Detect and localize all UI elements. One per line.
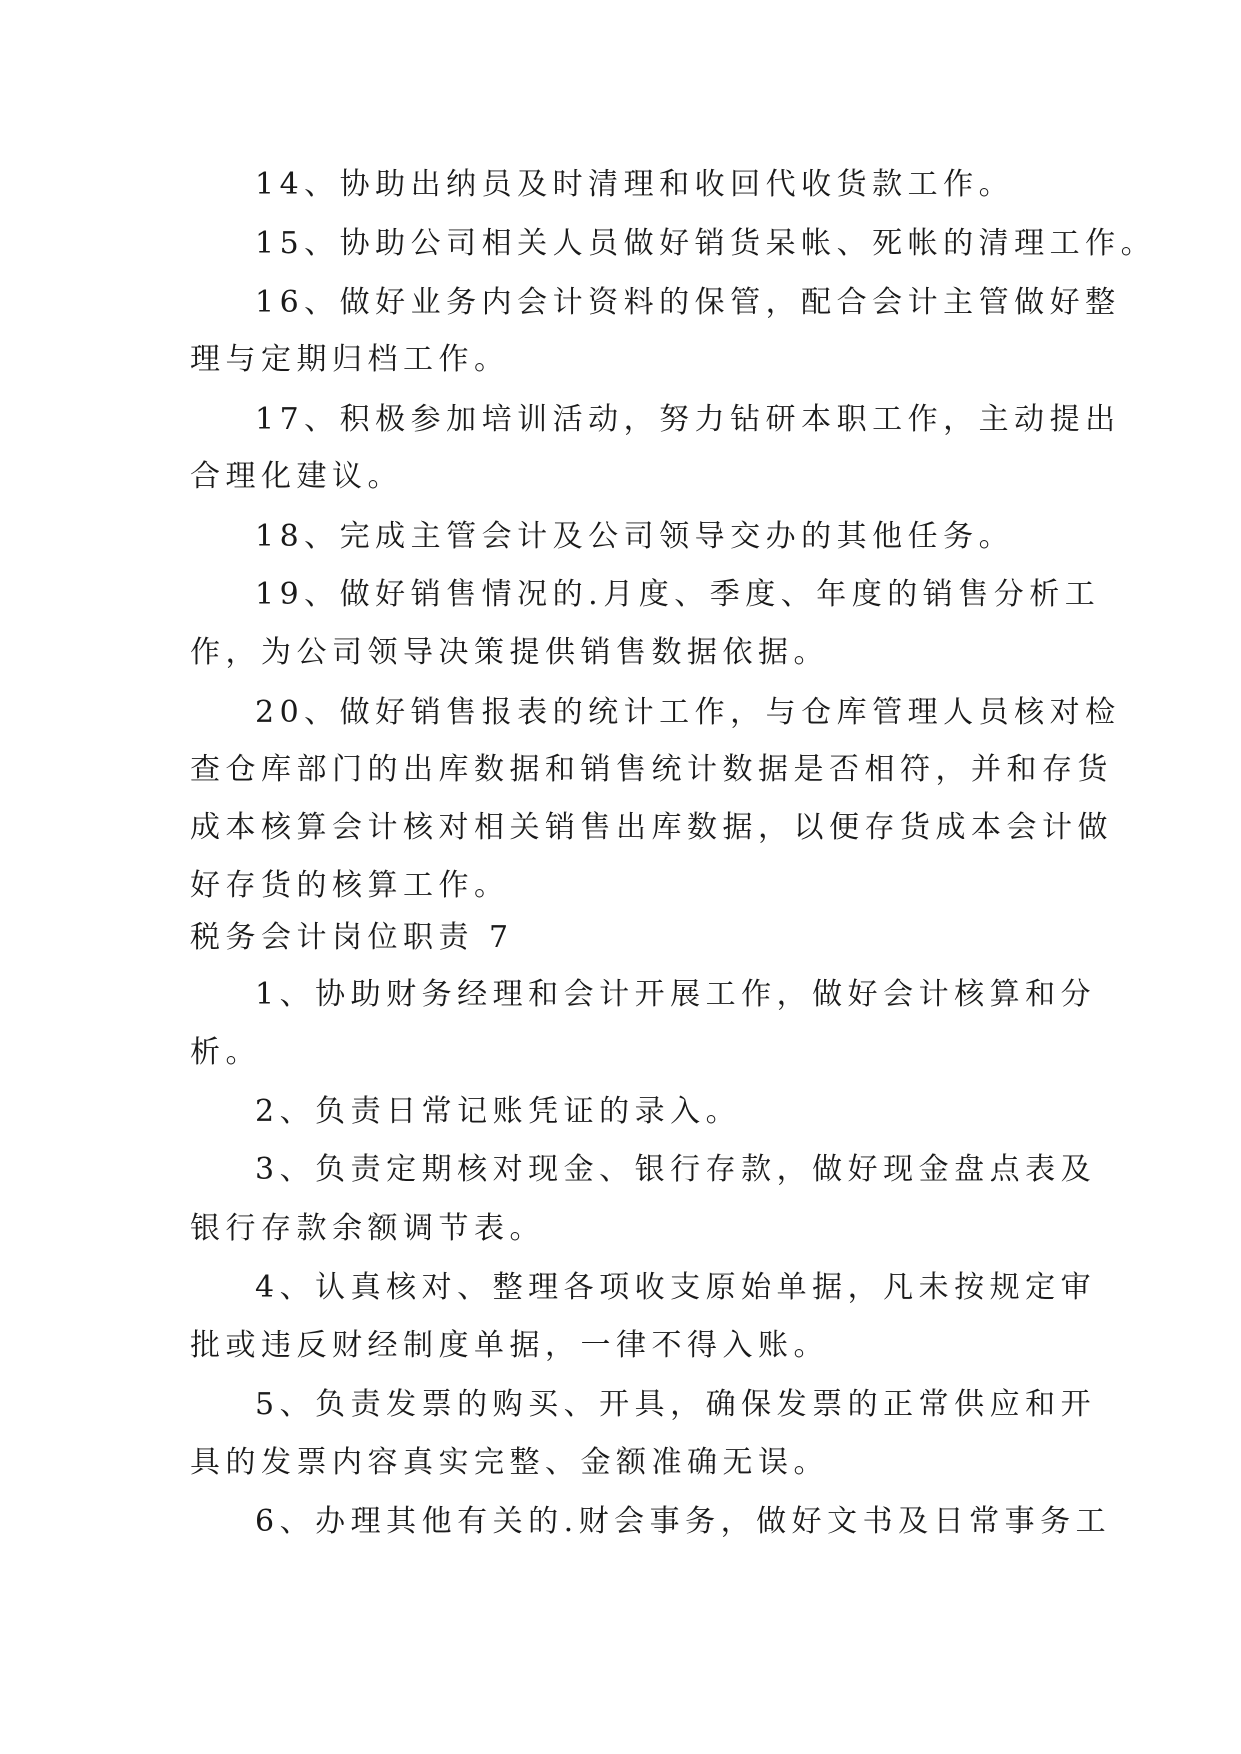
paragraph-line: 1、协助财务经理和会计开展工作，做好会计核算和分 [255, 977, 1097, 1012]
paragraph-line: 3、负责定期核对现金、银行存款，做好现金盘点表及 [255, 1152, 1097, 1187]
paragraph-line: 14、协助出纳员及时清理和收回代收货款工作。 [255, 167, 1015, 202]
section-heading: 税务会计岗位职责 7 [190, 920, 514, 955]
paragraph-line: 好存货的核算工作。 [190, 868, 510, 903]
paragraph-line: 2、负责日常记账凭证的录入。 [255, 1094, 742, 1129]
paragraph-line: 具的发票内容真实完整、金额准确无误。 [190, 1445, 829, 1480]
paragraph-line: 作，为公司领导决策提供销售数据依据。 [190, 635, 829, 670]
paragraph-line: 合理化建议。 [190, 459, 403, 494]
paragraph-line: 16、做好业务内会计资料的保管，配合会计主管做好整 [255, 285, 1121, 320]
paragraph-line: 19、做好销售情况的.月度、季度、年度的销售分析工 [255, 577, 1101, 612]
paragraph-line: 5、负责发票的购买、开具，确保发票的正常供应和开 [255, 1387, 1097, 1422]
paragraph-line: 20、做好销售报表的统计工作，与仓库管理人员核对检 [255, 695, 1121, 730]
paragraph-line: 6、办理其他有关的.财会事务，做好文书及日常事务工 [255, 1504, 1112, 1539]
paragraph-line: 18、完成主管会计及公司领导交办的其他任务。 [255, 519, 1015, 554]
paragraph-line: 理与定期归档工作。 [190, 342, 510, 377]
paragraph-line: 17、积极参加培训活动，努力钻研本职工作，主动提出 [255, 402, 1121, 437]
paragraph-line: 批或违反财经制度单据，一律不得入账。 [190, 1328, 829, 1363]
paragraph-line: 查仓库部门的出库数据和销售统计数据是否相符，并和存货 [190, 752, 1113, 787]
paragraph-line: 4、认真核对、整理各项收支原始单据，凡未按规定审 [255, 1270, 1097, 1305]
paragraph-line: 析。 [190, 1035, 261, 1070]
paragraph-line: 成本核算会计核对相关销售出库数据，以便存货成本会计做 [190, 810, 1113, 845]
paragraph-line: 银行存款余额调节表。 [190, 1211, 545, 1246]
paragraph-line: 15、协助公司相关人员做好销货呆帐、死帐的清理工作。 [255, 226, 1157, 261]
